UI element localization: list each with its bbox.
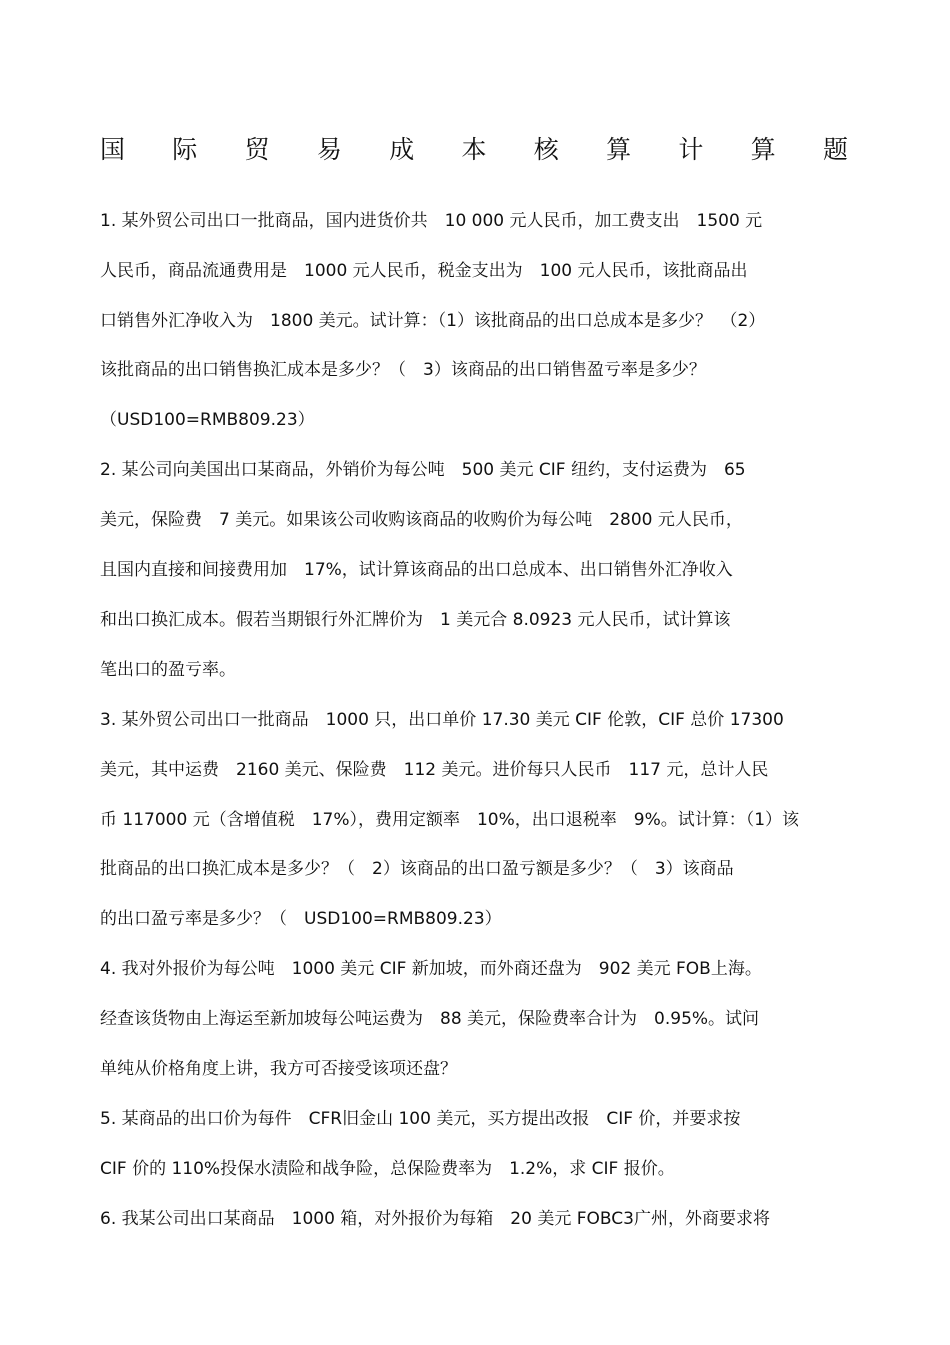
text-line: 1. 某外贸公司出口一批商品，国内进货价共 10 000 元人民币，加工费支出 1500 元	[100, 211, 763, 231]
title-char: 易	[316, 135, 342, 164]
text-line: 美元，保险费 7 美元。如果该公司收购该商品的收购价为每公吨 2800 元人民币，	[100, 510, 743, 530]
title-char: 国	[100, 135, 126, 164]
text-line: 2. 某公司向美国出口某商品，外销价为每公吨 500 美元 CIF 纽约，支付运费为 65	[100, 460, 746, 480]
text-line: 口销售外汇净收入为 1800 美元。试计算：（1）该批商品的出口总成本是多少？ （2）	[100, 311, 766, 331]
text-line: 4. 我对外报价为每公吨 1000 美元 CIF 新加坡，而外商还盘为 902 美元 FOB上海。	[100, 959, 762, 979]
text-line: 单纯从价格角度上讲，我方可否接受该项还盘？	[100, 1059, 457, 1079]
title-char: 际	[172, 135, 198, 164]
text-line: 5. 某商品的出口价为每件 CFR旧金山 100 美元，买方提出改报 CIF 价，并要求按	[100, 1109, 741, 1129]
text-line: 经查该货物由上海运至新加坡每公吨运费为 88 美元，保险费率合计为 0.95%。试问	[100, 1009, 760, 1029]
text-line: 人民币，商品流通费用是 1000 元人民币，税金支出为 100 元人民币，该批商品出	[100, 261, 748, 281]
text-line: 和出口换汇成本。假若当期银行外汇牌价为 1 美元合 8.0923 元人民币，试计算该	[100, 610, 731, 630]
title-char: 核	[533, 135, 559, 164]
title-char: 本	[461, 135, 487, 164]
page-title	[100, 128, 848, 168]
text-line: 笔出口的盈亏率。	[100, 660, 236, 680]
title-char: 贸	[244, 135, 270, 164]
text-line: 的出口盈亏率是多少？（ USD100=RMB809.23）	[100, 909, 502, 929]
title-char: 成	[389, 135, 415, 164]
text-line: 币 117000 元（含增值税 17%），费用定额率 10%，出口退税率 9%。试计算：（1）该	[100, 810, 800, 830]
text-line: 6. 我某公司出口某商品 1000 箱，对外报价为每箱 20 美元 FOBC3广州，外商要求将	[100, 1209, 770, 1229]
text-line: （USD100=RMB809.23）	[100, 410, 315, 430]
title-char: 计	[678, 135, 704, 164]
text-line: 3. 某外贸公司出口一批商品 1000 只，出口单价 17.30 美元 CIF 伦敦，CIF 总价 17300	[100, 710, 784, 730]
text-line: 且国内直接和间接费用加 17%，试计算该商品的出口总成本、出口销售外汇净收入	[100, 560, 733, 580]
text-line: CIF 价的 110%投保水渍险和战争险，总保险费率为 1.2%，求 CIF 报价。	[100, 1159, 675, 1179]
title-char: 算	[606, 135, 632, 164]
text-line: 该批商品的出口销售换汇成本是多少？（ 3）该商品的出口销售盈亏率是多少？	[100, 360, 706, 380]
text-line: 批商品的出口换汇成本是多少？（ 2）该商品的出口盈亏额是多少？（ 3）该商品	[100, 859, 734, 879]
text-line: 美元，其中运费 2160 美元、保险费 112 美元。进价每只人民币 117 元，总计人民	[100, 760, 769, 780]
title-char: 题	[822, 135, 848, 164]
title-char: 算	[750, 135, 776, 164]
